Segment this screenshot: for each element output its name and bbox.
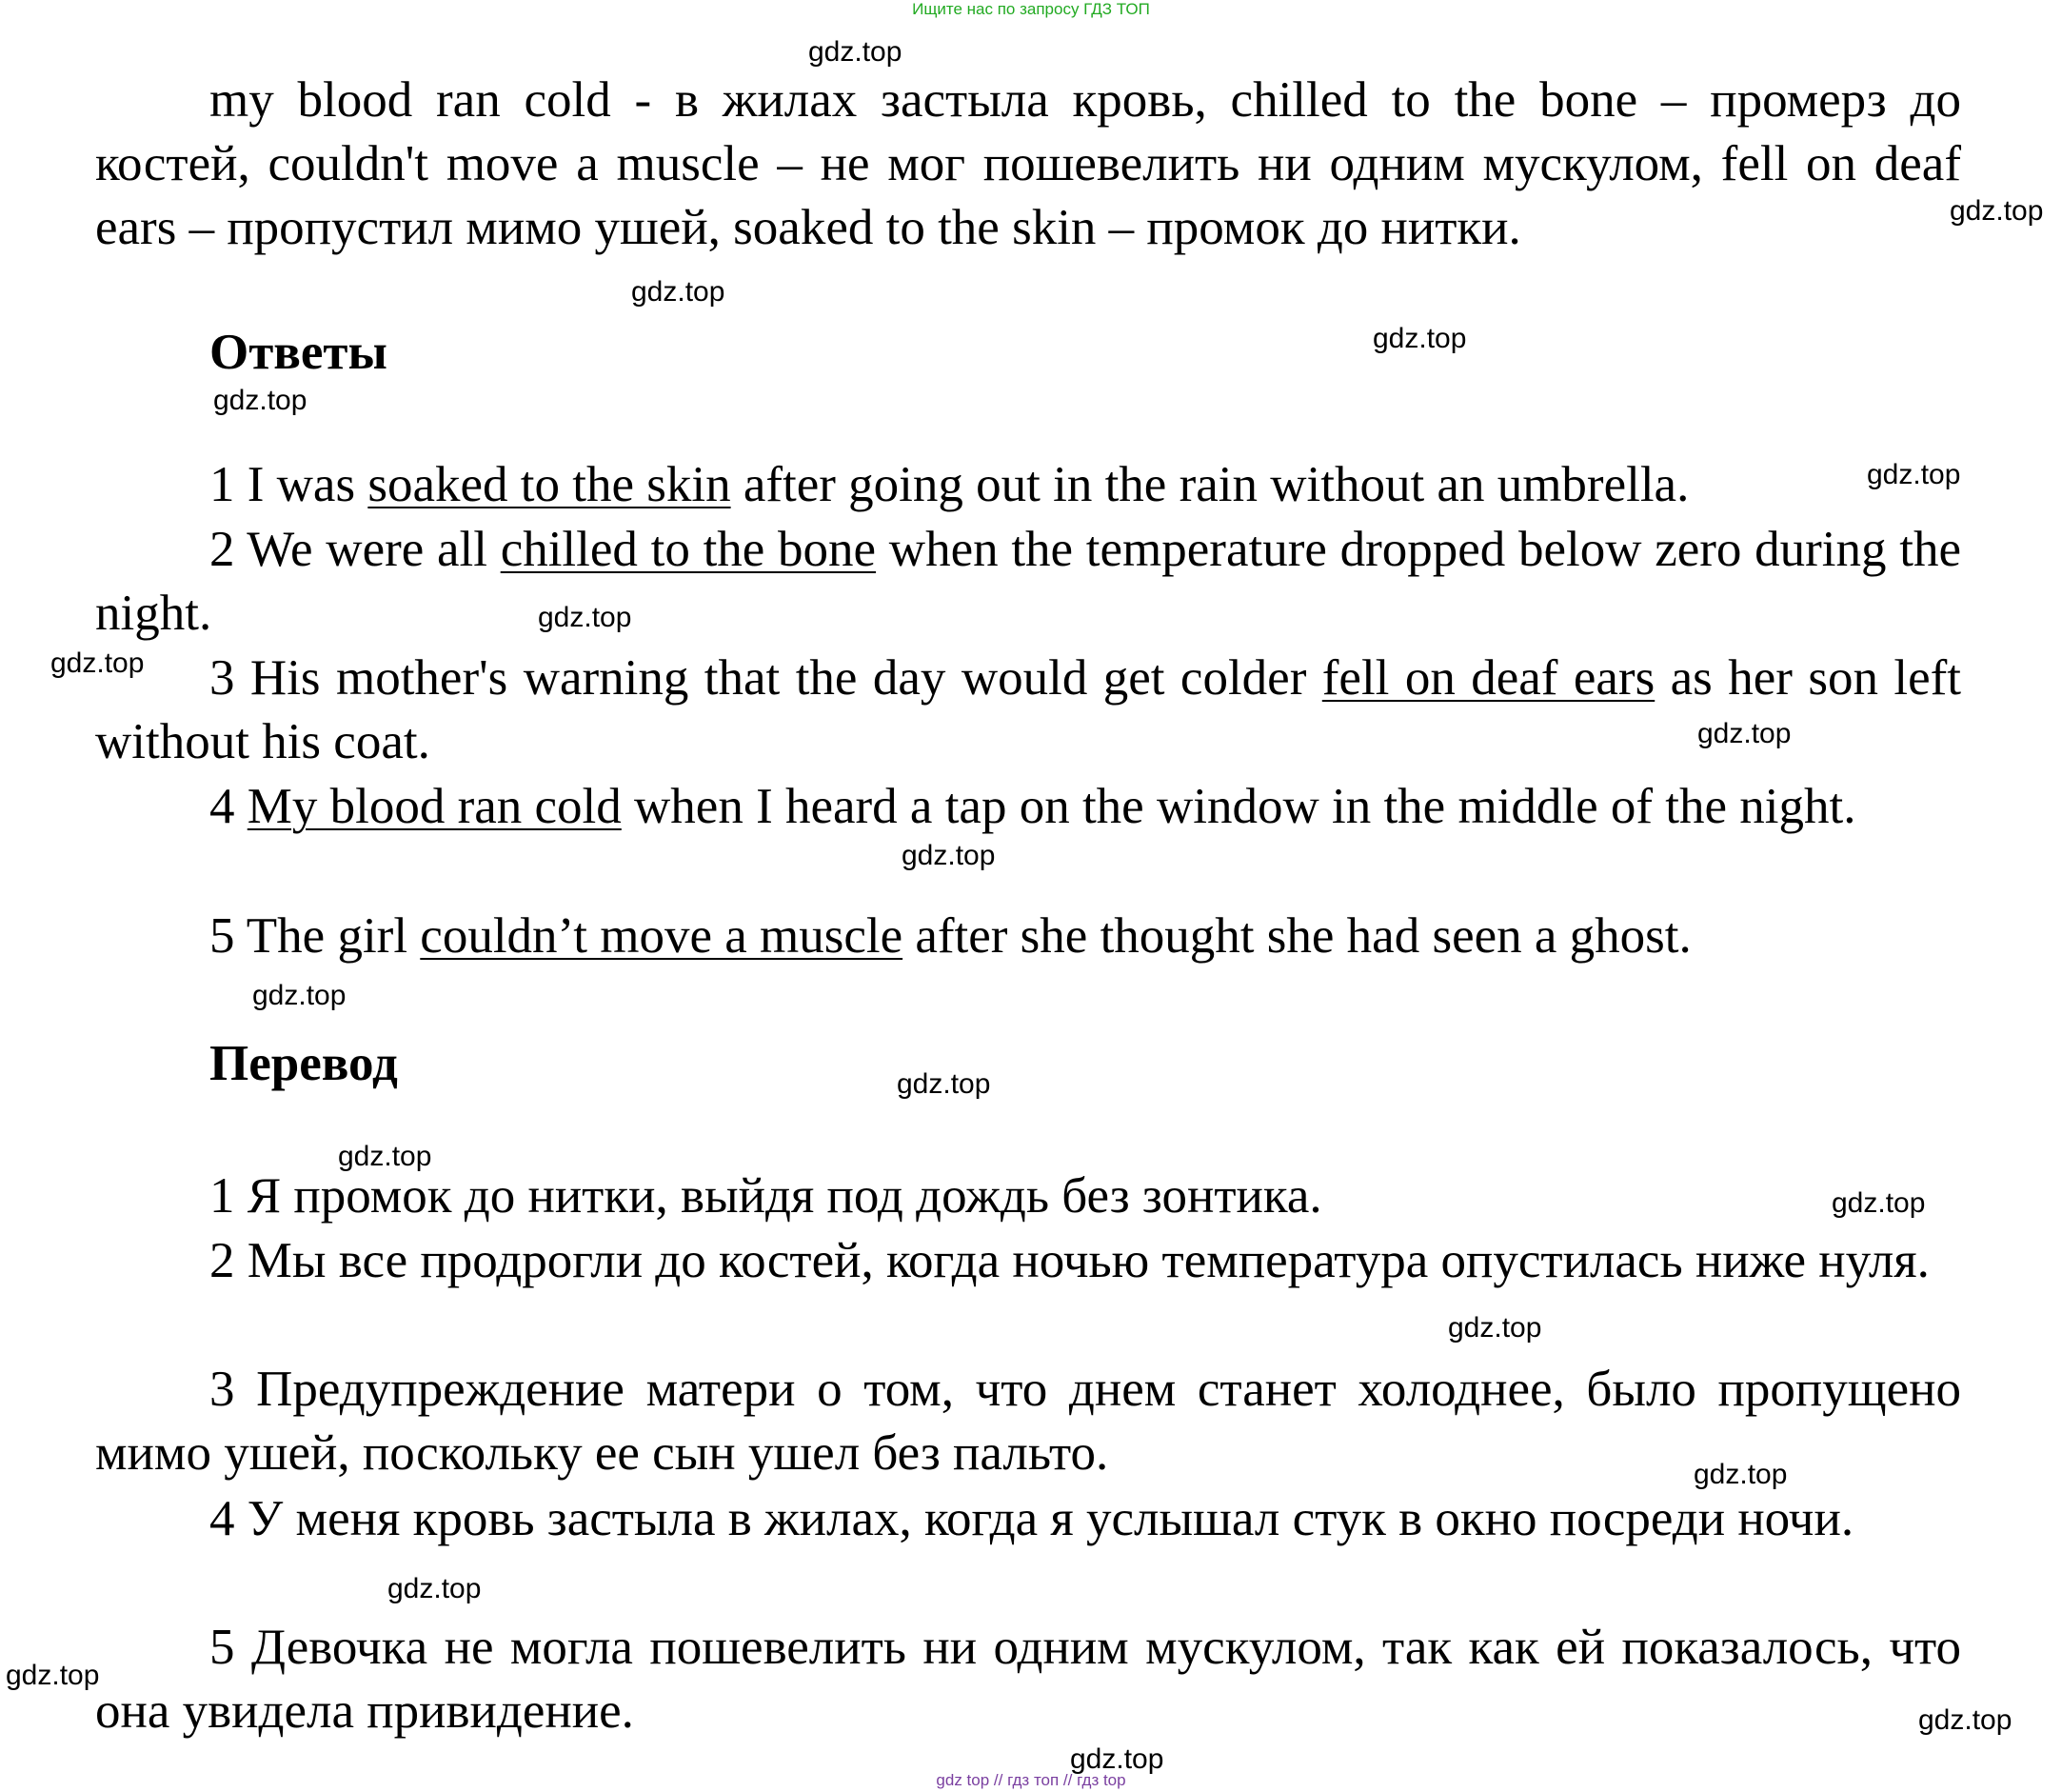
watermark: gdz.top xyxy=(902,840,996,871)
watermark: gdz.top xyxy=(1950,195,2044,227)
answer-3-pre: 3 His mother's warning that the day would get colder xyxy=(209,650,1322,706)
answer-2-idiom: chilled to the bone xyxy=(500,522,877,577)
answer-4 xyxy=(95,775,1961,839)
watermark: gdz.top xyxy=(1448,1312,1542,1344)
translation-5: 5 Девочка не могла пошевелить ни одним мускулом, так как ей показалось, что она увидела привидение. xyxy=(95,1620,1961,1739)
watermark: gdz.top xyxy=(631,276,725,308)
watermark: gdz.top xyxy=(252,980,347,1011)
answer-2-post: when the temperature dropped below zero during the night. xyxy=(95,522,1961,641)
watermark: gdz.top xyxy=(897,1068,991,1100)
answer-5-post: after she thought she had seen a ghost. xyxy=(902,908,1692,964)
translation-2: 2 Мы все продрогли до костей, когда ночью температура опустилась ниже нуля. xyxy=(209,1233,1930,1288)
translation-4: 4 У меня кровь застыла в жилах, когда я услышал стук в окно посреди ночи. xyxy=(209,1491,1854,1546)
watermark: gdz.top xyxy=(6,1660,100,1691)
answer-4-idiom: My blood ran cold xyxy=(247,779,622,834)
intro-paragraph: my blood ran cold - в жилах застыла кровь, chilled to the bone – промерз до костей, couldn't move a muscle – не мог пошевелить ни одним мускулом, fell on deaf ears – пропустил мимо ушей, soaked to the skin – промок до нитки. xyxy=(95,72,1961,255)
watermark: gdz.top xyxy=(1694,1459,1788,1490)
answer-4-post: when I heard a tap on the window in the middle of the night. xyxy=(621,779,1856,834)
answer-2-pre: 2 We were all xyxy=(209,522,501,577)
answer-3-post: as her son left without his coat. xyxy=(95,650,1961,769)
watermark: gdz.top xyxy=(50,647,145,679)
watermark: gdz.top xyxy=(1832,1187,1926,1219)
watermark: gdz.top xyxy=(1070,1743,1164,1775)
watermark: gdz.top xyxy=(213,385,307,416)
answer-2 xyxy=(95,518,1961,646)
watermark: gdz.top xyxy=(1697,718,1792,749)
answer-5-pre: 5 The girl xyxy=(209,908,421,964)
watermark: gdz.top xyxy=(1373,323,1467,354)
answer-3-idiom: fell on deaf ears xyxy=(1321,650,1656,706)
watermark: gdz.top xyxy=(1918,1704,2012,1736)
answers-heading: Ответы xyxy=(209,325,387,380)
answer-4-pre: 4 xyxy=(209,779,248,834)
watermark: gdz.top xyxy=(1867,459,1961,490)
watermark: gdz.top xyxy=(387,1573,482,1604)
answer-5-idiom: couldn’t move a muscle xyxy=(420,908,903,964)
answer-1 xyxy=(95,453,1961,517)
watermark: gdz.top xyxy=(538,602,632,633)
answer-1-post: after going out in the rain without an umbrella. xyxy=(730,457,1690,512)
watermark: gdz.top xyxy=(338,1141,432,1172)
answer-1-idiom: soaked to the skin xyxy=(367,457,731,512)
translation-3: 3 Предупреждение матери о том, что днем станет холоднее, было пропущено мимо ушей, поскольку ее сын ушел без пальто. xyxy=(95,1362,1961,1481)
search-banner: Ищите нас по запросу ГДЗ ТОП xyxy=(912,0,1150,18)
watermark: gdz.top xyxy=(808,36,902,68)
answer-3 xyxy=(95,647,1961,774)
answer-5 xyxy=(95,905,1961,968)
translation-1: 1 Я промок до нитки, выйдя под дождь без зонтика. xyxy=(209,1168,1322,1224)
translation-heading: Перевод xyxy=(209,1036,398,1091)
answer-1-pre: 1 I was xyxy=(209,457,368,512)
footer-links: gdz top // гдз топ // гдз top xyxy=(936,1771,1126,1789)
